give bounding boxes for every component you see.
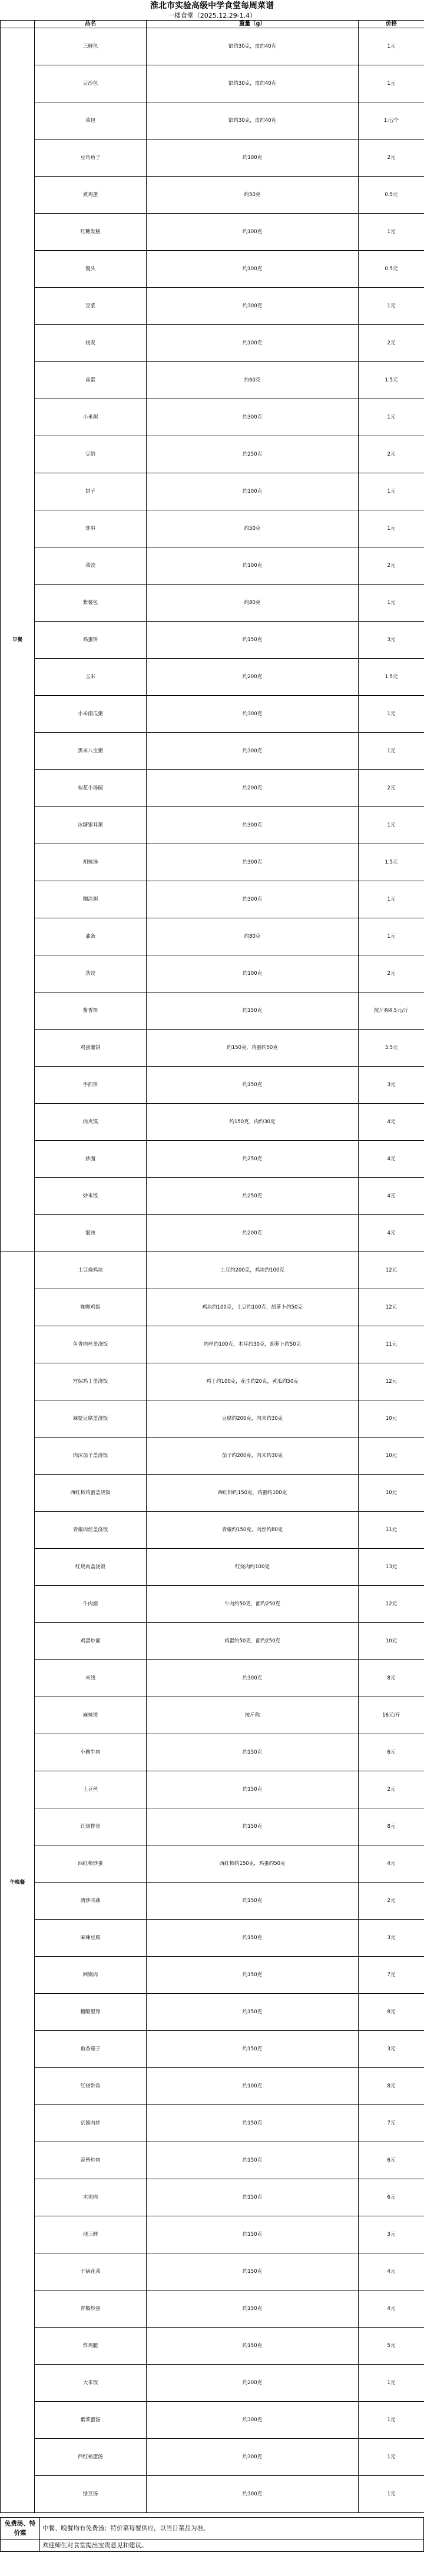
item-name: 豆角鱼子 xyxy=(35,140,147,177)
page-subtitle: 一楼食堂（2025.12.29-1.4） xyxy=(167,12,257,19)
table-row xyxy=(1,2105,424,2142)
table-row xyxy=(1,325,424,362)
item-name: 木须肉 xyxy=(35,2179,147,2216)
item-weight: 茄子约200克，肉末约30克 xyxy=(147,1438,359,1475)
item-price: 1元 xyxy=(359,807,424,844)
table-row xyxy=(1,102,424,140)
item-name: 鱼香肉丝盖浇饭 xyxy=(35,1326,147,1363)
table-row xyxy=(1,696,424,733)
item-name: 小碗牛肉 xyxy=(35,1734,147,1771)
item-weight: 约200克 xyxy=(147,770,359,807)
table-row xyxy=(1,1920,424,1957)
item-weight: 西红柿约150克，鸡蛋约50克 xyxy=(147,1845,359,1883)
table-row xyxy=(1,1400,424,1438)
notes-text: 中餐、晚餐均有免费汤；特价菜每餐供应，以当日菜品为准。 xyxy=(40,2518,424,2540)
item-weight: 约150克 xyxy=(147,622,359,659)
item-price: 4元 xyxy=(359,1141,424,1178)
table-row xyxy=(1,1178,424,1215)
item-weight: 西红柿约150克，鸡蛋约100克 xyxy=(147,1475,359,1512)
table-row xyxy=(1,2365,424,2402)
item-weight: 约300克 xyxy=(147,2439,359,2476)
item-price: 4元 xyxy=(359,1178,424,1215)
table-row xyxy=(1,2439,424,2476)
item-price: 3元 xyxy=(359,1067,424,1104)
item-name: 麻辣烫 xyxy=(35,1697,147,1734)
item-price: 2元 xyxy=(359,1771,424,1808)
table-row xyxy=(1,1623,424,1660)
table-row xyxy=(1,510,424,547)
table-row xyxy=(1,28,424,65)
table-row xyxy=(1,1512,424,1549)
item-price: 3元 xyxy=(359,622,424,659)
item-price: 4元 xyxy=(359,2253,424,2290)
item-price: 3元 xyxy=(359,1920,424,1957)
item-weight: 约50克 xyxy=(147,177,359,214)
table-row xyxy=(1,436,424,473)
table-row xyxy=(1,770,424,807)
table-row xyxy=(1,1104,424,1141)
table-row xyxy=(1,733,424,770)
item-weight: 约100克 xyxy=(147,251,359,288)
item-name: 地三鲜 xyxy=(35,2216,147,2253)
item-name: 鸡蛋饼 xyxy=(35,622,147,659)
item-price: 0.5元 xyxy=(359,177,424,214)
item-price: 12元 xyxy=(359,1252,424,1289)
item-weight: 约100克 xyxy=(147,214,359,251)
item-name: 小米粥 xyxy=(35,399,147,436)
item-price: 10元 xyxy=(359,1400,424,1438)
table-row xyxy=(1,140,424,177)
item-price: 1元 xyxy=(359,214,424,251)
item-price: 3元 xyxy=(359,2216,424,2253)
item-name: 紫薯包 xyxy=(35,585,147,622)
table-row xyxy=(1,2068,424,2105)
item-weight: 约300克 xyxy=(147,2402,359,2439)
table-row xyxy=(1,547,424,585)
table-row xyxy=(1,1957,424,1994)
item-weight: 约150克 xyxy=(147,2142,359,2179)
item-weight: 约150克 xyxy=(147,2031,359,2068)
table-row xyxy=(1,2253,424,2290)
table-row xyxy=(1,1994,424,2031)
item-price: 1元 xyxy=(359,473,424,510)
item-price: 2元 xyxy=(359,955,424,992)
item-price: 1元 xyxy=(359,585,424,622)
item-weight: 约150克 xyxy=(147,1771,359,1808)
item-weight: 馅约30克，皮约40克 xyxy=(147,65,359,102)
item-price: 10元 xyxy=(359,1475,424,1512)
item-name: 青椒炒蛋 xyxy=(35,2290,147,2328)
item-weight: 约150克 xyxy=(147,2253,359,2290)
section-label: 午晚餐 xyxy=(1,1252,35,2513)
item-price: 16元/斤 xyxy=(359,1697,424,1734)
item-price: 1.5元 xyxy=(359,844,424,881)
item-weight: 约250克 xyxy=(147,436,359,473)
item-weight: 约150克 xyxy=(147,992,359,1030)
item-name: 冰糖银耳粥 xyxy=(35,807,147,844)
item-weight: 约100克 xyxy=(147,547,359,585)
item-weight: 约100克 xyxy=(147,140,359,177)
item-name: 鸡蛋炒面 xyxy=(35,1623,147,1660)
table-row xyxy=(1,251,424,288)
header-price: 价格 xyxy=(359,21,424,28)
item-price: 1元 xyxy=(359,2439,424,2476)
item-price: 3元 xyxy=(359,2031,424,2068)
item-weight: 约250克 xyxy=(147,1141,359,1178)
item-weight: 约300克 xyxy=(147,399,359,436)
table-row xyxy=(1,955,424,992)
item-name: 西红柿炒蛋 xyxy=(35,1845,147,1883)
item-name: 干锅花菜 xyxy=(35,2253,147,2290)
item-price: 7元 xyxy=(359,1957,424,1994)
item-name: 卤蛋 xyxy=(35,362,147,399)
item-name: 麻辣豆腐 xyxy=(35,1920,147,1957)
item-price: 1元/个 xyxy=(359,102,424,140)
item-weight: 鸡块约100克，土豆约100克，胡萝卜约50克 xyxy=(147,1289,359,1326)
item-weight: 约150克 xyxy=(147,2179,359,2216)
item-weight: 约250克 xyxy=(147,1178,359,1215)
item-name: 豆奶 xyxy=(35,436,147,473)
notes-row xyxy=(1,2540,424,2552)
item-name: 西红柿鸡蛋盖浇饭 xyxy=(35,1475,147,1512)
item-weight: 约150克 xyxy=(147,1734,359,1771)
item-name: 手抓饼 xyxy=(35,1067,147,1104)
item-name: 小米南瓜粥 xyxy=(35,696,147,733)
item-weight: 约200克 xyxy=(147,2365,359,2402)
item-price: 1元 xyxy=(359,733,424,770)
item-name: 炸鸡腿 xyxy=(35,2328,147,2365)
item-weight: 约100克 xyxy=(147,2068,359,2105)
item-weight: 约300克 xyxy=(147,2476,359,2513)
item-name: 玉米 xyxy=(35,659,147,696)
item-price: 6元 xyxy=(359,2179,424,2216)
item-price: 1.5元 xyxy=(359,659,424,696)
table-row xyxy=(1,1734,424,1771)
table-row xyxy=(1,1697,424,1734)
item-name: 绿豆汤 xyxy=(35,2476,147,2513)
item-weight: 约150克 xyxy=(147,2216,359,2253)
item-weight: 约300克 xyxy=(147,881,359,918)
item-weight: 约100克 xyxy=(147,955,359,992)
item-price: 7元 xyxy=(359,2105,424,2142)
table-row xyxy=(1,214,424,251)
table-row xyxy=(1,2179,424,2216)
table-row xyxy=(1,473,424,510)
table-row xyxy=(1,362,424,399)
item-name: 牛肉面 xyxy=(35,1586,147,1623)
header-section xyxy=(1,21,35,28)
table-row xyxy=(1,659,424,696)
item-price: 0.5元 xyxy=(359,251,424,288)
item-price: 8元 xyxy=(359,2068,424,2105)
item-name: 糊涂粥 xyxy=(35,881,147,918)
item-name: 西红柿蛋汤 xyxy=(35,2439,147,2476)
item-name: 青椒肉丝盖浇饭 xyxy=(35,1512,147,1549)
table-row xyxy=(1,1215,424,1252)
table-row xyxy=(1,2290,424,2328)
item-price: 1元 xyxy=(359,65,424,102)
item-name: 麻婆豆腐盖浇饭 xyxy=(35,1400,147,1438)
item-price: 2元 xyxy=(359,140,424,177)
item-price: 1元 xyxy=(359,2402,424,2439)
item-price: 10元 xyxy=(359,1623,424,1660)
item-name: 土豆烧鸡块 xyxy=(35,1252,147,1289)
item-name: 豆沙包 xyxy=(35,65,147,102)
item-name: 回锅肉 xyxy=(35,1957,147,1994)
item-name: 咖喱鸡饭 xyxy=(35,1289,147,1326)
table-row xyxy=(1,1363,424,1400)
item-weight: 约150克 xyxy=(147,1067,359,1104)
item-name: 蒸饺 xyxy=(35,955,147,992)
notes-body xyxy=(1,2518,424,2552)
table-row xyxy=(1,844,424,881)
item-price: 8元 xyxy=(359,1808,424,1845)
item-price: 4元 xyxy=(359,1104,424,1141)
item-price: 1元 xyxy=(359,399,424,436)
item-name: 糖醋里脊 xyxy=(35,1994,147,2031)
item-weight: 约300克 xyxy=(147,696,359,733)
item-name: 红烧排骨 xyxy=(35,1808,147,1845)
header-row xyxy=(1,21,424,28)
item-weight: 约150克 xyxy=(147,1994,359,2031)
item-weight: 约100克 xyxy=(147,325,359,362)
item-name: 鸡蛋灌饼 xyxy=(35,1030,147,1067)
table-row xyxy=(1,1660,424,1697)
item-name: 炒米饭 xyxy=(35,1178,147,1215)
table-row xyxy=(1,1252,424,1289)
item-price: 4元 xyxy=(359,1845,424,1883)
menu-body xyxy=(1,28,424,2513)
item-weight: 红烧肉约100克 xyxy=(147,1549,359,1586)
item-weight: 肉丝约100克，木耳约30克，胡萝卜约50克 xyxy=(147,1326,359,1363)
item-price: 8元 xyxy=(359,1994,424,2031)
table-row xyxy=(1,1475,424,1512)
table-row xyxy=(1,622,424,659)
item-name: 紫菜蛋汤 xyxy=(35,2402,147,2439)
item-price: 10元 xyxy=(359,1438,424,1475)
page-title: 淮北市实验高级中学食堂每周菜谱 xyxy=(150,1,274,11)
item-name: 胡辣汤 xyxy=(35,844,147,881)
table-row xyxy=(1,1030,424,1067)
item-weight: 约150克 xyxy=(147,2328,359,2365)
item-weight: 约150克 xyxy=(147,1808,359,1845)
item-price: 2元 xyxy=(359,547,424,585)
item-weight: 约100克 xyxy=(147,473,359,510)
item-price: 2元 xyxy=(359,770,424,807)
item-price: 2元 xyxy=(359,1883,424,1920)
item-weight: 约80克 xyxy=(147,918,359,955)
item-weight: 豆腐约200克，肉末约30克 xyxy=(147,1400,359,1438)
table-row xyxy=(1,1289,424,1326)
item-weight: 约300克 xyxy=(147,807,359,844)
item-name: 馄饨 xyxy=(35,1215,147,1252)
item-weight: 约200克 xyxy=(147,659,359,696)
item-weight: 约150克，肉约30克 xyxy=(147,1104,359,1141)
item-name: 炸串 xyxy=(35,510,147,547)
item-name: 油条 xyxy=(35,918,147,955)
item-weight: 约300克 xyxy=(147,733,359,770)
item-price: 1元 xyxy=(359,918,424,955)
table-row xyxy=(1,1771,424,1808)
item-price: 8元 xyxy=(359,1660,424,1697)
item-price: 13元 xyxy=(359,1549,424,1586)
item-price: 6元 xyxy=(359,1734,424,1771)
item-weight: 土豆约200克，鸡块约100克 xyxy=(147,1252,359,1289)
table-row xyxy=(1,1326,424,1363)
item-name: 炒面 xyxy=(35,1141,147,1178)
item-price: 1.5元 xyxy=(359,362,424,399)
item-price: 1元 xyxy=(359,881,424,918)
item-name: 豆浆 xyxy=(35,288,147,325)
item-weight: 约150克 xyxy=(147,1920,359,1957)
item-name: 蒜苔炒肉 xyxy=(35,2142,147,2179)
item-price: 1元 xyxy=(359,2365,424,2402)
item-price: 11元 xyxy=(359,1326,424,1363)
item-weight: 约300克 xyxy=(147,844,359,881)
item-name: 土豆丝 xyxy=(35,1771,147,1808)
notes-text: 欢迎师生对食堂提出宝贵意见和建议。 xyxy=(40,2540,424,2552)
table-row xyxy=(1,2402,424,2439)
item-weight: 约150克 xyxy=(147,2105,359,2142)
item-price: 2元 xyxy=(359,436,424,473)
item-name: 米线 xyxy=(35,1660,147,1697)
item-weight: 青椒约150克，肉丝约80克 xyxy=(147,1512,359,1549)
item-name: 肉夹馍 xyxy=(35,1104,147,1141)
item-price: 5元 xyxy=(359,2328,424,2365)
section-label: 早餐 xyxy=(1,28,35,1252)
item-price: 2元 xyxy=(359,325,424,362)
item-weight: 鸡丁约100克，花生约20克，黄瓜约50克 xyxy=(147,1363,359,1400)
table-row xyxy=(1,585,424,622)
table-row xyxy=(1,65,424,102)
item-price: 12元 xyxy=(359,1363,424,1400)
item-name: 菜包 xyxy=(35,102,147,140)
item-price: 12元 xyxy=(359,1289,424,1326)
item-price: 12元 xyxy=(359,1586,424,1623)
item-name: 菜饺 xyxy=(35,547,147,585)
item-weight: 馅约30克，皮约40克 xyxy=(147,102,359,140)
item-weight: 约150克 xyxy=(147,1957,359,1994)
item-name: 煮鸡蛋 xyxy=(35,177,147,214)
item-price: 4元 xyxy=(359,2290,424,2328)
item-name: 京酱肉丝 xyxy=(35,2105,147,2142)
item-price: 按斤称4.5元/斤 xyxy=(359,992,424,1030)
menu-table xyxy=(0,20,424,2513)
table-row xyxy=(1,288,424,325)
item-weight: 约150克 xyxy=(147,2290,359,2328)
header-name: 品名 xyxy=(35,21,147,28)
item-weight: 约150克，鸡蛋约50克 xyxy=(147,1030,359,1067)
item-price: 4元 xyxy=(359,1215,424,1252)
table-row xyxy=(1,2476,424,2513)
item-weight: 约300克 xyxy=(147,288,359,325)
table-row xyxy=(1,992,424,1030)
table-row xyxy=(1,1586,424,1623)
item-weight: 按斤称 xyxy=(147,1697,359,1734)
item-name: 三鲜包 xyxy=(35,28,147,65)
table-row xyxy=(1,177,424,214)
header-weight: 重量（g） xyxy=(147,21,359,28)
item-weight: 约60克 xyxy=(147,362,359,399)
table-row xyxy=(1,2142,424,2179)
item-price: 3.5元 xyxy=(359,1030,424,1067)
table-row xyxy=(1,1883,424,1920)
table-row xyxy=(1,1141,424,1178)
item-name: 肉沫茄子盖浇饭 xyxy=(35,1438,147,1475)
notes-label xyxy=(1,2540,40,2552)
item-name: 黑米八宝粥 xyxy=(35,733,147,770)
item-name: 桂花小汤圆 xyxy=(35,770,147,807)
item-weight: 鸡蛋约50克，面约250克 xyxy=(147,1623,359,1660)
table-row xyxy=(1,1438,424,1475)
item-name: 红糖发糕 xyxy=(35,214,147,251)
item-name: 红烧带鱼 xyxy=(35,2068,147,2105)
item-price: 1元 xyxy=(359,288,424,325)
item-name: 宫保鸡丁盖浇饭 xyxy=(35,1363,147,1400)
table-row xyxy=(1,1549,424,1586)
item-name: 烧麦 xyxy=(35,325,147,362)
item-price: 11元 xyxy=(359,1512,424,1549)
notes-table xyxy=(0,2517,424,2552)
table-row xyxy=(1,918,424,955)
notes-label: 免费汤、特价菜 xyxy=(1,2518,40,2540)
item-weight: 约50克 xyxy=(147,510,359,547)
item-price: 1元 xyxy=(359,696,424,733)
table-row xyxy=(1,1808,424,1845)
item-weight: 约300克 xyxy=(147,1660,359,1697)
item-price: 6元 xyxy=(359,2142,424,2179)
item-price: 1元 xyxy=(359,2476,424,2513)
table-row xyxy=(1,1067,424,1104)
table-row xyxy=(1,807,424,844)
item-name: 酱香饼 xyxy=(35,992,147,1030)
table-row xyxy=(1,1845,424,1883)
item-weight: 馅约30克，皮约40克 xyxy=(147,28,359,65)
item-price: 1元 xyxy=(359,28,424,65)
table-row xyxy=(1,2328,424,2365)
table-row xyxy=(1,2216,424,2253)
table-row xyxy=(1,2031,424,2068)
item-name: 红烧肉盖浇饭 xyxy=(35,1549,147,1586)
notes-block xyxy=(0,2517,424,2552)
item-name: 馒头 xyxy=(35,251,147,288)
item-weight: 牛肉约50克，面约250克 xyxy=(147,1586,359,1623)
notes-row xyxy=(1,2518,424,2540)
item-name: 饼子 xyxy=(35,473,147,510)
item-weight: 约80克 xyxy=(147,585,359,622)
item-weight: 约200克 xyxy=(147,1215,359,1252)
table-row xyxy=(1,881,424,918)
item-name: 鱼香茄子 xyxy=(35,2031,147,2068)
item-name: 大米饭 xyxy=(35,2365,147,2402)
item-weight: 约150克 xyxy=(147,1883,359,1920)
item-name: 清炒时蔬 xyxy=(35,1883,147,1920)
table-row xyxy=(1,399,424,436)
item-price: 1元 xyxy=(359,510,424,547)
